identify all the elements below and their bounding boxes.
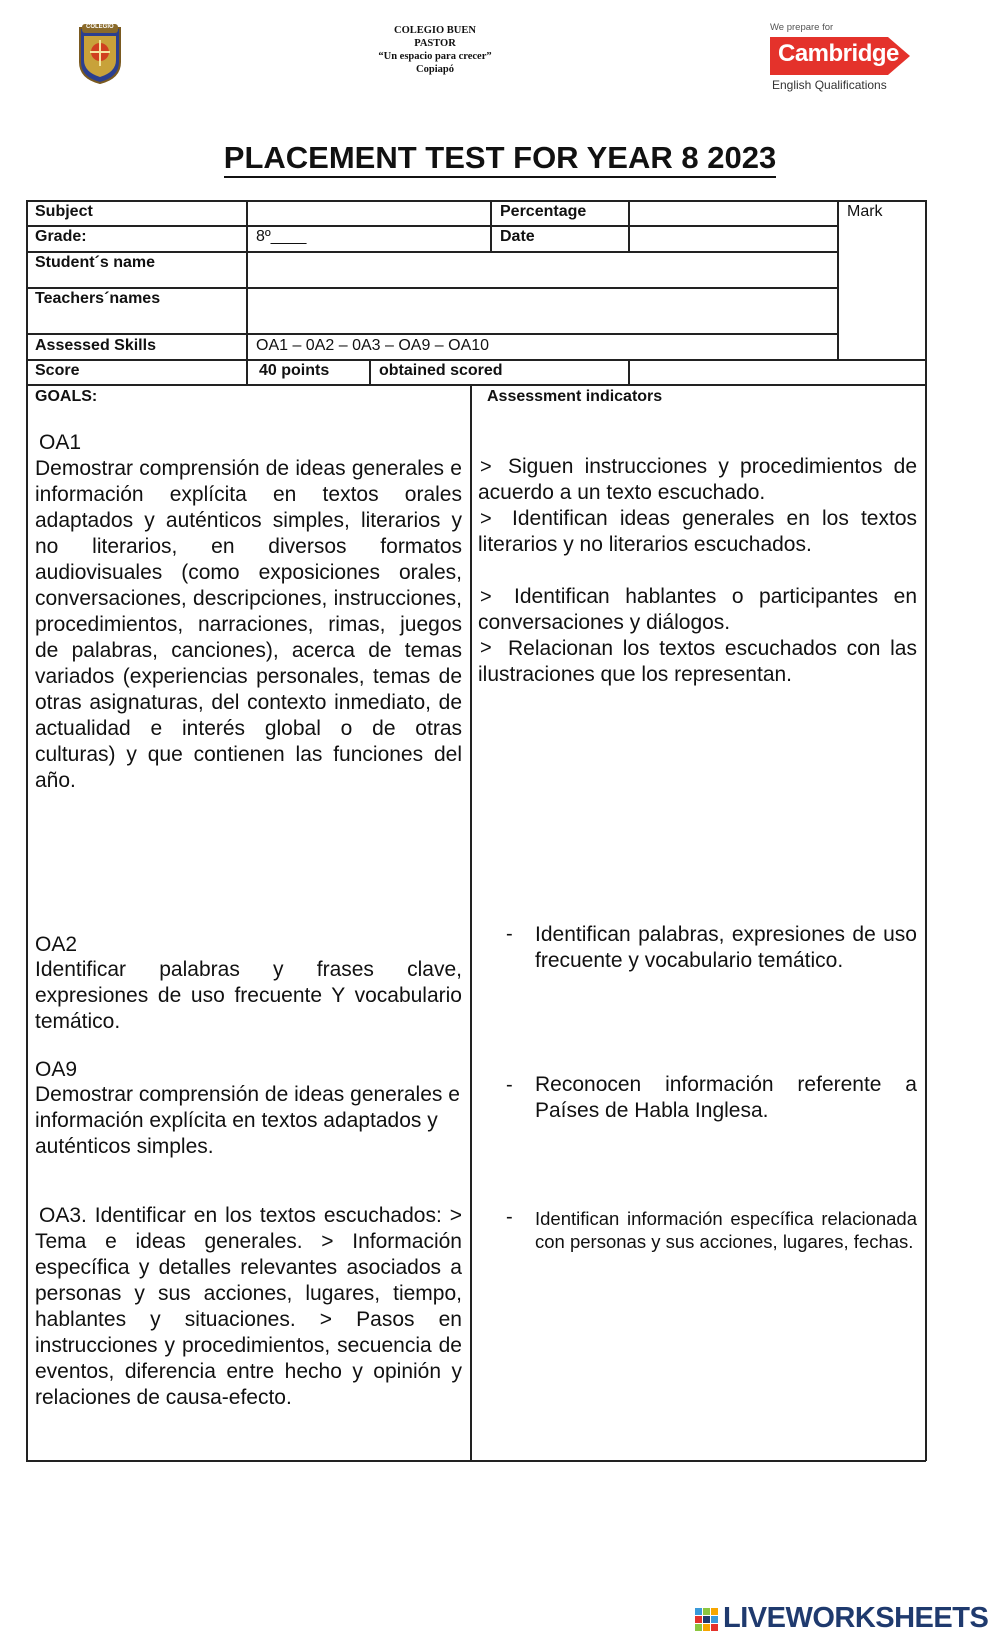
oa9-text: Demostrar comprensión de ideas generales e información explícita en textos adaptados y auténticos simples.	[35, 1083, 460, 1158]
table-line	[26, 1460, 926, 1462]
school-line-2: PASTOR	[414, 38, 456, 49]
student-name-label: Student´s name	[35, 254, 156, 271]
bullet-marker: >	[480, 586, 492, 608]
assessed-skills-value: OA1 – 0A2 – 0A3 – OA9 – OA10	[256, 337, 490, 354]
cambridge-name: Cambridge	[778, 40, 899, 67]
obtained-score-label: obtained scored	[379, 362, 503, 379]
school-name-block	[330, 24, 540, 76]
oa1-indicator-1: Siguen instrucciones y procedimientos de acuerdo a un texto escuchado.	[478, 455, 917, 504]
school-motto: “Un espacio para crecer”	[378, 51, 492, 62]
crest-label: COLEGIO	[86, 24, 114, 30]
table-line	[26, 225, 838, 227]
table-line	[26, 200, 926, 202]
bullet-marker: >	[480, 456, 492, 478]
date-label: Date	[500, 228, 535, 245]
oa9-indicator: Reconocen información referente a Países de Habla Inglesa.	[535, 1073, 917, 1122]
liveworksheets-brand: LIVEWORKSHEETS	[723, 1602, 989, 1634]
table-line	[925, 200, 927, 1461]
cambridge-tagline: We prepare for	[770, 22, 834, 33]
table-line	[628, 200, 630, 252]
grade-label: Grade:	[35, 228, 87, 245]
oa1-indicator-4: Relacionan los textos escuchados con las ilustraciones que los representan.	[478, 637, 917, 686]
bullet-marker: >	[480, 508, 492, 530]
oa3-indicator: Identifican información específica relacionada con personas y sus acciones, lugares, fechas.	[535, 1208, 917, 1252]
mark-label: Mark	[847, 203, 883, 220]
bullet-marker: >	[480, 637, 492, 659]
dash-marker: -	[506, 923, 513, 945]
school-line-1: COLEGIO BUEN	[394, 25, 476, 36]
teachers-names-label: Teachers´names	[35, 290, 161, 307]
assessed-skills-label: Assessed Skills	[35, 337, 156, 354]
table-line	[837, 200, 839, 360]
dash-marker: -	[506, 1074, 513, 1096]
grade-value: 8º____	[256, 228, 307, 245]
oa1-indicator-3: Identifican hablantes o participantes en conversaciones y diálogos.	[478, 585, 917, 634]
dash-marker: -	[506, 1206, 513, 1228]
liveworksheets-logo	[695, 1602, 995, 1636]
table-line	[26, 384, 926, 386]
oa3-text: OA3. Identificar en los textos escuchados: > Tema e ideas generales. > Información específica y detalles relevantes asociados a personas y sus acciones, lugares, tiempo, hablantes y situaciones. > Pasos en instrucciones y procedimientos, secuencia de eventos, diferencia entre hecho y opinión y relaciones de causa-efecto.	[35, 1204, 462, 1409]
subject-label: Subject	[35, 203, 93, 220]
score-label: Score	[35, 362, 80, 379]
page-title: PLACEMENT TEST FOR YEAR 8 2023	[0, 140, 1000, 176]
oa2-indicator: Identifican palabras, expresiones de uso frecuente y vocabulario temático.	[535, 923, 917, 972]
school-crest-logo	[76, 22, 124, 84]
oa2-text: Identificar palabras y frases clave, expresiones de uso frecuente Y vocabulario temático.	[35, 958, 462, 1033]
oa1-title: OA1	[39, 431, 82, 454]
percentage-label: Percentage	[500, 203, 587, 220]
oa9-title: OA9	[35, 1058, 78, 1081]
table-line	[470, 384, 472, 1461]
oa2-title: OA2	[35, 933, 78, 956]
goals-label: GOALS:	[35, 388, 98, 405]
cambridge-logo	[770, 20, 920, 95]
table-line	[628, 359, 630, 385]
school-city: Copiapó	[416, 64, 454, 75]
oa1-text: Demostrar comprensión de ideas generales e información explícita en textos orales adaptados y auténticos simples, literarios y no literarios, en diversos formatos audiovisuales (como exposiciones orales, conversaciones, descripciones, instrucciones, procedimientos, narraciones, rimas, juegos de palabras, canciones), acerca de temas variados (experiencias personales, temas de otras asignaturas, del contexto inmediato, de actualidad e interés global o de otras culturas) y que contienen las funciones del año.	[35, 457, 462, 792]
cambridge-subtitle: English Qualifications	[772, 78, 887, 92]
score-points: 40 points	[259, 362, 330, 379]
oa1-indicator-2: Identifican ideas generales en los textos literarios y no literarios escuchados.	[478, 507, 917, 556]
table-line	[26, 200, 28, 1461]
liveworksheets-grid-icon	[695, 1608, 719, 1632]
indicators-label: Assessment indicators	[487, 388, 663, 405]
